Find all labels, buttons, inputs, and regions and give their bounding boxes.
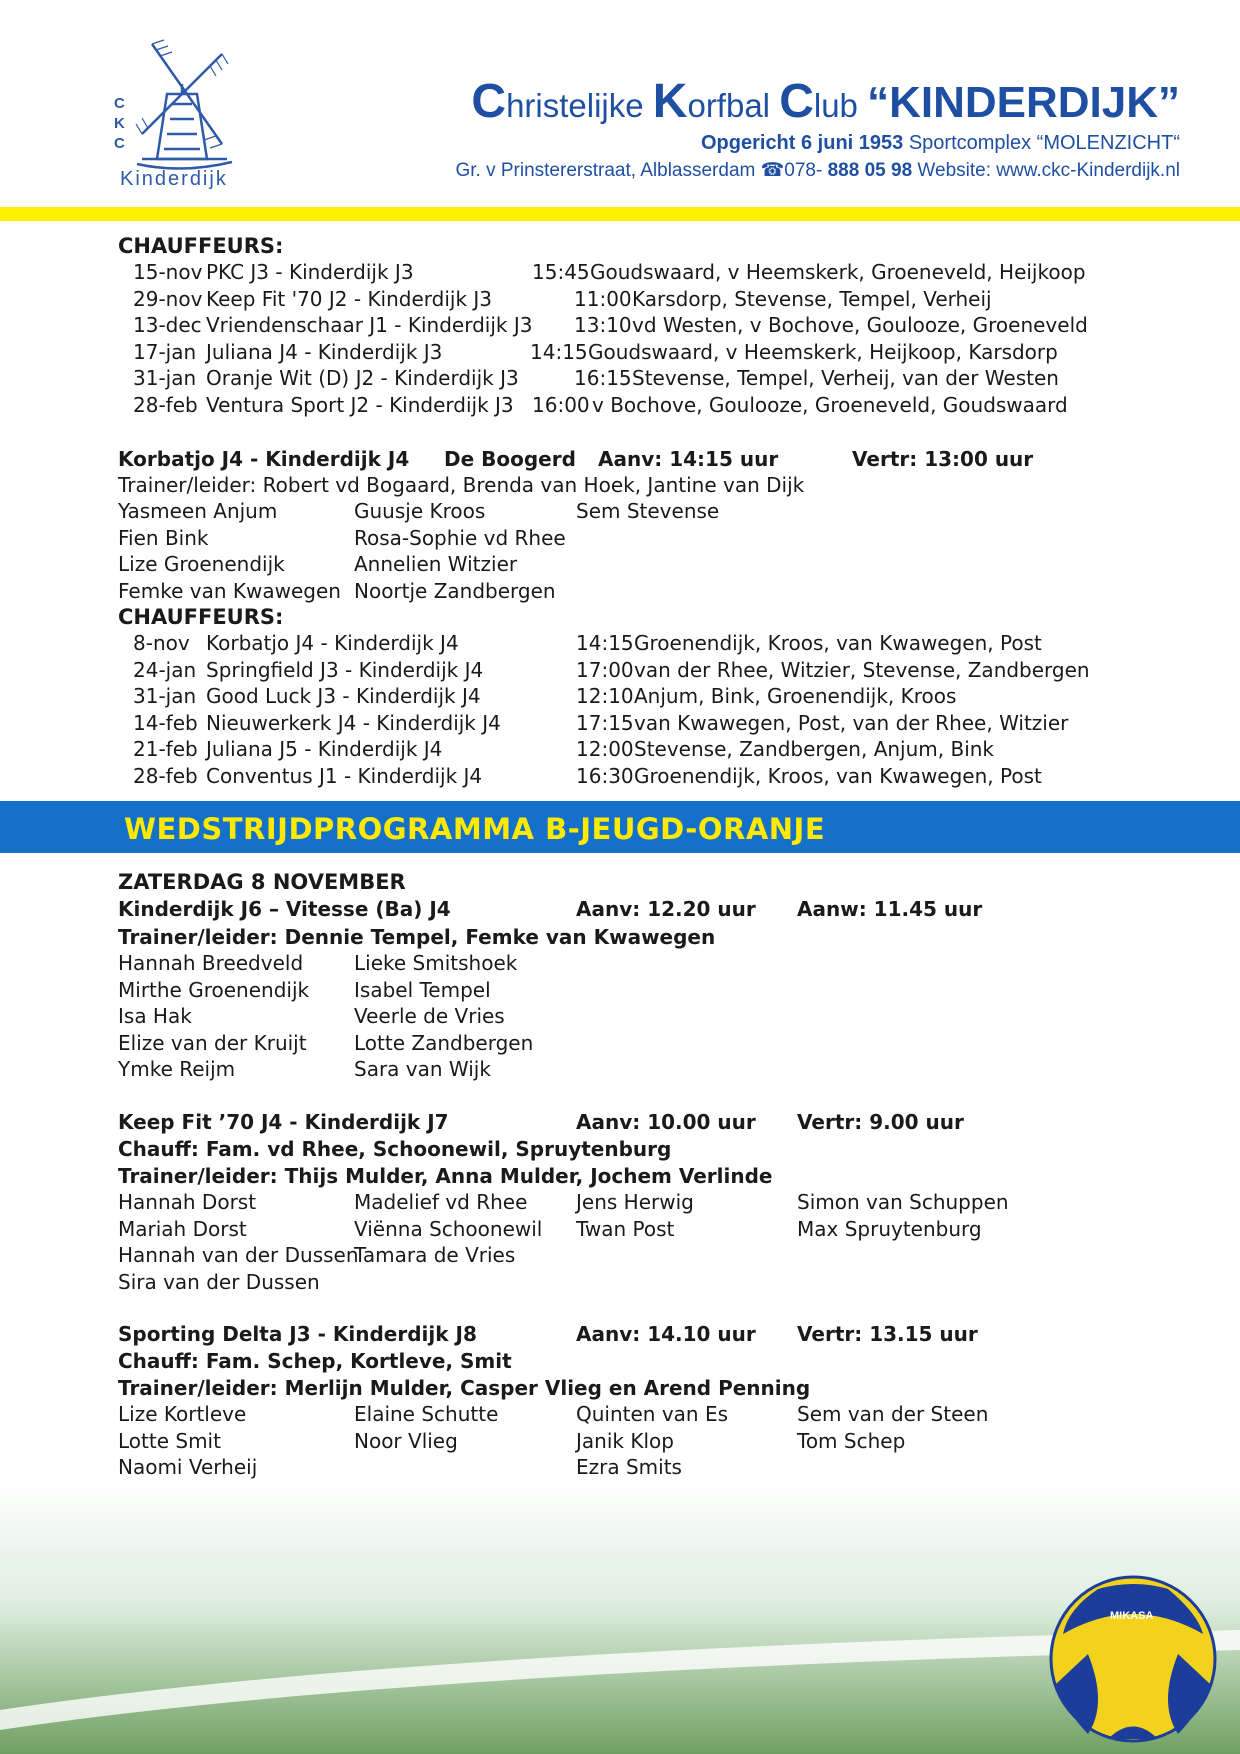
m3players-name: Ezra Smits	[576, 1455, 682, 1480]
s1-row-time: 13:10	[574, 313, 632, 338]
s1-row-match: Oranje Wit (D) J2 - Kinderdijk J3	[206, 366, 519, 391]
s2-player-name: Annelien Witzier	[354, 552, 518, 576]
s2-vertr: Vertr: 13:00 uur	[852, 447, 1034, 471]
title-c: C	[471, 75, 507, 128]
s1-row-match: Vriendenschaar J1 - Kinderdijk J3	[206, 313, 533, 338]
s2-aanv: Aanv: 14:15 uur	[598, 447, 779, 471]
m3-aanv: Aanv: 14.10 uur	[576, 1322, 756, 1346]
m3players-name: Sem van der Steen	[797, 1402, 989, 1426]
address: Gr. v Prinstererstraat, Alblasserdam ☎078-	[455, 160, 828, 181]
founded-line	[701, 132, 1180, 155]
m2players-name: Max Spruytenburg	[797, 1216, 982, 1241]
m2players-name: Hannah Dorst	[118, 1190, 257, 1214]
m2players-name: Sira van der Dussen	[118, 1269, 320, 1294]
s2-row-time: 16:30	[576, 764, 634, 788]
m2players-name: Simon van Schuppen	[797, 1190, 1009, 1214]
s2-player-name: Lize Groenendijk	[118, 552, 285, 576]
s1-row-date: 28-feb	[133, 393, 198, 417]
korfball-ball-image	[1048, 1574, 1218, 1744]
m1-aanw: Aanw: 11.45 uur	[797, 897, 983, 921]
m1-trainer: Trainer/leider: Dennie Tempel, Femke van Kwawegen	[118, 925, 716, 949]
title-club-name: “KINDERDIJK”	[867, 78, 1180, 127]
s2-row-date: 31-jan	[133, 684, 197, 709]
m3players-name: Elaine Schutte	[354, 1402, 499, 1426]
website-link[interactable]: Website: www.ckc-Kinderdijk.nl	[912, 160, 1180, 181]
s2-venue: De Boogerd	[444, 447, 576, 471]
s2-player-name: Rosa-Sophie vd Rhee	[354, 525, 566, 550]
m3-vertr: Vertr: 13.15 uur	[797, 1322, 978, 1346]
s2-row-match: Nieuwerkerk J4 - Kinderdijk J4	[206, 710, 501, 735]
m2-aanv: Aanv: 10.00 uur	[576, 1110, 756, 1134]
s2-row-date: 14-feb	[133, 710, 198, 735]
s2-row-time: 14:15	[576, 631, 634, 655]
s2-row-date: 28-feb	[133, 764, 198, 788]
m2players-name: Madelief vd Rhee	[354, 1190, 528, 1214]
s1-row-drivers: vd Westen, v Bochove, Goulooze, Groeneveld	[632, 313, 1088, 338]
s2-row-date: 8-nov	[133, 631, 190, 655]
s2-player-name: Guusje Kroos	[354, 499, 486, 523]
s2-player-name: Yasmeen Anjum	[118, 499, 278, 523]
m3players-name: Naomi Verheij	[118, 1455, 258, 1480]
s2-row-drivers: Groenendijk, Kroos, van Kwawegen, Post	[634, 764, 1042, 788]
m2-vertr: Vertr: 9.00 uur	[797, 1110, 964, 1134]
s1-row-match: Juliana J4 - Kinderdijk J3	[206, 339, 443, 364]
m3players-name: Quinten van Es	[576, 1402, 729, 1426]
s2-row-date: 21-feb	[133, 737, 198, 762]
s1-row-time: 15:45	[532, 260, 590, 284]
program-day: ZATERDAG 8 NOVEMBER	[118, 870, 406, 894]
m1-aanv: Aanv: 12.20 uur	[576, 897, 756, 921]
s1-row-date: 17-jan	[133, 339, 197, 364]
s1-row-match: PKC J3 - Kinderdijk J3	[206, 260, 414, 284]
logo-letter-c: C	[114, 95, 125, 112]
founded-date: Opgericht 6 juni 1953	[700, 132, 904, 154]
m2players-name: Hannah van der Dussen	[118, 1243, 359, 1268]
s2-row-drivers: Stevense, Zandbergen, Anjum, Bink	[634, 737, 995, 762]
title-orfbal: orfbal	[687, 87, 780, 124]
s2-row-time: 17:00	[576, 657, 634, 682]
m1players-name: Elize van der Kruijt	[118, 1030, 307, 1055]
s1-row-drivers: Goudswaard, v Heemskerk, Groeneveld, Heijkoop	[590, 260, 1086, 284]
m1players-name: Mirthe Groenendijk	[118, 977, 310, 1002]
s1-row-date: 13-dec	[133, 313, 202, 338]
s2-match-title: Korbatjo J4 - Kinderdijk J4	[118, 447, 410, 471]
s1-row-time: 11:00	[574, 286, 632, 311]
m1players-name: Ymke Reijm	[118, 1057, 236, 1082]
m2players-name: Viënna Schoonewil	[354, 1216, 543, 1241]
m2-chauff: Chauff: Fam. vd Rhee, Schoonewil, Spruytenburg	[118, 1137, 672, 1161]
s1-row-match: Keep Fit '70 J2 - Kinderdijk J3	[206, 286, 493, 311]
m1players-name: Isabel Tempel	[354, 977, 491, 1002]
m3-chauff: Chauff: Fam. Schep, Kortleve, Smit	[118, 1349, 512, 1373]
program-banner-text: WEDSTRIJDPROGRAMMA B-JEUGD-ORANJE	[124, 812, 826, 846]
m1players-name: Sara van Wijk	[354, 1057, 491, 1082]
s2-row-time: 12:10	[576, 684, 634, 709]
m2players-name: Twan Post	[576, 1216, 675, 1241]
s1-row-date: 29-nov	[133, 286, 203, 311]
s2-player-name: Noortje Zandbergen	[354, 578, 556, 603]
s1-row-drivers: Stevense, Tempel, Verheij, van der Westen	[632, 366, 1059, 391]
s2-trainer: Trainer/leider: Robert vd Bogaard, Brenda van Hoek, Jantine van Dijk	[118, 473, 805, 497]
m3-trainer: Trainer/leider: Merlijn Mulder, Casper Vlieg en Arend Penning	[118, 1376, 811, 1400]
m1players-name: Lotte Zandbergen	[354, 1030, 534, 1055]
club-title	[471, 74, 1180, 129]
s2-row-drivers: van der Rhee, Witzier, Stevense, Zandbergen	[634, 657, 1090, 682]
s1-row-match: Ventura Sport J2 - Kinderdijk J3	[206, 393, 514, 417]
phone: 888 05 98	[827, 160, 913, 181]
m3players-name: Lize Kortleve	[118, 1402, 247, 1426]
m1-title: Kinderdijk J6 – Vitesse (Ba) J4	[118, 897, 451, 921]
s2-player-name: Sem Stevense	[576, 499, 720, 523]
s2-row-match: Korbatjo J4 - Kinderdijk J4	[206, 631, 459, 655]
s2-row-time: 17:15	[576, 710, 634, 735]
title-c2: C	[779, 75, 814, 128]
s2-row-match: Juliana J5 - Kinderdijk J4	[206, 737, 443, 762]
s2-chauffeurs-heading: CHAUFFEURS:	[118, 605, 284, 629]
m3players-name: Janik Klop	[576, 1428, 674, 1453]
s2-row-drivers: Groenendijk, Kroos, van Kwawegen, Post	[634, 631, 1042, 655]
m3players-name: Lotte Smit	[118, 1428, 221, 1453]
s1-row-date: 31-jan	[133, 366, 197, 391]
section1-heading: CHAUFFEURS:	[118, 234, 284, 258]
s2-row-date: 24-jan	[133, 657, 197, 682]
s2-row-time: 12:00	[576, 737, 634, 762]
logo-letter-c2: C	[114, 135, 125, 152]
header-divider	[0, 207, 1240, 221]
logo-letter-k: K	[114, 115, 125, 132]
m1players-name: Isa Hak	[118, 1004, 192, 1029]
ball-brand: MIKASA	[1110, 1610, 1154, 1622]
s1-row-time: 14:15	[530, 339, 588, 364]
s2-row-match: Good Luck J3 - Kinderdijk J4	[206, 684, 481, 709]
m2-title: Keep Fit ’70 J4 - Kinderdijk J7	[118, 1110, 449, 1134]
s1-row-time: 16:15	[574, 366, 632, 391]
s1-row-drivers: Goudswaard, v Heemskerk, Heijkoop, Karsdorp	[588, 339, 1058, 364]
m2players-name: Tamara de Vries	[354, 1243, 516, 1268]
s2-row-match: Springfield J3 - Kinderdijk J4	[206, 657, 484, 682]
title-hristelijke: hristelijke	[506, 87, 653, 124]
title-lub: lub	[813, 87, 868, 124]
s1-row-date: 15-nov	[133, 260, 203, 284]
m2players-name: Mariah Dorst	[118, 1216, 247, 1241]
title-k: K	[652, 75, 688, 128]
s1-row-drivers: Karsdorp, Stevense, Tempel, Verheij	[632, 286, 992, 311]
m1players-name: Veerle de Vries	[354, 1004, 505, 1029]
address-line	[455, 159, 1180, 182]
m1players-name: Hannah Breedveld	[118, 951, 304, 975]
m3-title: Sporting Delta J3 - Kinderdijk J8	[118, 1322, 477, 1346]
m2players-name: Jens Herwig	[576, 1190, 694, 1214]
s1-row-time: 16:00	[532, 393, 590, 417]
logo-name: Kinderdijk	[120, 168, 228, 190]
s2-row-drivers: Anjum, Bink, Groenendijk, Kroos	[634, 684, 957, 709]
s2-player-name: Fien Bink	[118, 525, 209, 550]
m3players-name: Tom Schep	[797, 1428, 906, 1453]
m1players-name: Lieke Smitshoek	[354, 951, 518, 975]
m3players-name: Noor Vlieg	[354, 1428, 458, 1453]
s2-row-drivers: van Kwawegen, Post, van der Rhee, Witzier	[634, 710, 1069, 735]
m2-trainer: Trainer/leider: Thijs Mulder, Anna Mulder, Jochem Verlinde	[118, 1164, 773, 1188]
sportcomplex: Sportcomplex “MOLENZICHT“	[903, 132, 1180, 154]
s2-row-match: Conventus J1 - Kinderdijk J4	[206, 764, 483, 788]
s2-player-name: Femke van Kwawegen	[118, 578, 341, 603]
s1-row-drivers: v Bochove, Goulooze, Groeneveld, Goudswaard	[592, 393, 1068, 417]
